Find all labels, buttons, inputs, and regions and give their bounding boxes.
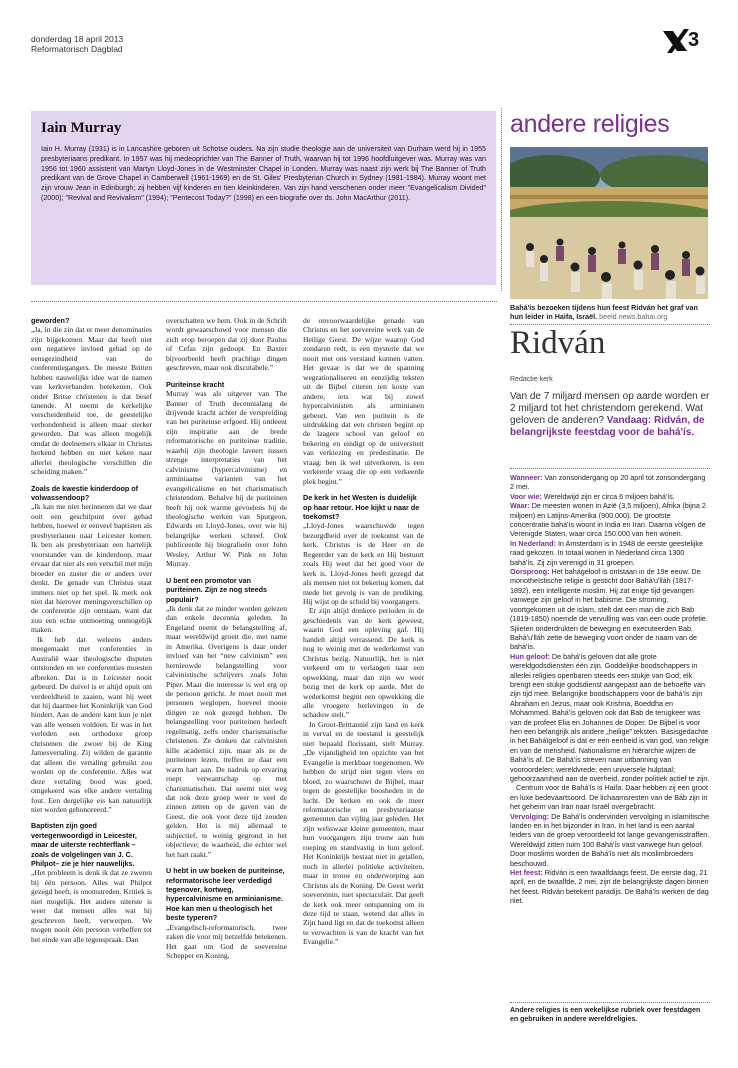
fact-key: Voor wie: (510, 491, 544, 501)
article-column-3 (303, 316, 424, 947)
publication-name: Reformatorisch Dagblad (31, 44, 123, 54)
facts-list (510, 473, 710, 906)
article-paragraph: In Groot-Brittannië zijn land en kerk in verval en de toestand is geestelijk niet bepaald florissant, stelt Murray. „De vijandigheid ten opzichte van het Evangelie is merkbaar toegenomen. We hebben de strijd niet tegen vlees en bloed, zo waarschuwt de Bijbel, maar tegen de geestelijke boosheden in de lucht. De kerken en ook de meer reformatorische en presbyteriaanse gemeenten dan vijftig jaar geleden. Het zijn weliswaar kleine gemeenten, maar hun voorgangers zijn trouw aan hun roeping en standvastig in hun geloof. Het Koninkrijk bestaat niet in getallen, noch in allerlei politieke activiteiten, maar in trouw en onderworping aan Christus als de Koning. De Geest werkt soevereinin, niet spectaculair. Dat geeft de kerk ook meer ontspanning om in deze tijd te staan, wetend dat alles in Zijn hand ligt en dat de toekomst alleen te verwachten is van de kracht van het Evangelie.” (303, 719, 424, 947)
fact-item (510, 492, 710, 501)
fact-key: Het feest: (510, 868, 545, 878)
bio-text: Iain H. Murray (1931) is in Lancashire geboren uit Schotse ouders. Na zijn studie theologie aan de universiteit van Durham werd hij in 1955 presbyteriaans predikant. In 1957 was hij medeoprichter van The Banner of Truth, waarvan hij tot 1996 hoofdluitgever was. Murray was van 1956 tot 1960 assistent van Martyn Lloyd-Jones in de Westminster Chapel in Londen. Murray was naast zijn werk bij The Banner of Truth predikant van de Grove Chapel in Camberwell (1961-1969) en de St. Giles' Presbyterian Church in Sydney (1981-1984). Murray woont met zijn vrouw Jean in Edinburgh; zij hebben vijf kinderen en tien kleinkinderen. Van zijn hand verschenen onder meer "Evangelicalism Divided" (2000); "Revival and Revivalism" (1994); "Pentecost Today?" (1998) en een biografie over ds. John MacArthur (2011). (41, 145, 486, 202)
interview-question: U hebt in uw boeken de puriteinse, reformatorische leer verdedigd tegenover, kortweg, hypercalvinisme en arminianisme. Hoe kan men u theologisch het beste typeren? (166, 866, 285, 923)
article-paragraph: „Ik kan me niet herinneren dat we daar ooit een geschilpunt over gehad hebben, hoewel er eenveel baptisten als presbyterianen naar Leicester komen. Ik ben als presbyteriaan een hartelijk voorstander van de kinderdoop, maar ervaar dat niet als een verschil met mijn broeder en zuster die er anders over denkt. De genade van Christus staat immers niet op het spel. Ik merk ook niet dat hierover meningsverschillen op de conferentie zijn ontstaan, want dat zou een echte ontmoeting onmogelijk maken. (31, 502, 152, 635)
fact-value: De bahá'ís geloven dat alle grote wereldgodsdiensten één zijn. Goddelijke boodschappers in allerlei religies openbaren steeds een stukje van God; elk brengt een stukje godsdienst aangepast aan de behoefte van zijn tijd mee. Belangrijke boodschappers voor de bahá'ís zijn Abraham en Jezus, maar ook Krishna, Boeddha en Mohammed. Bahá'ís geloven ook dat Bab de terugkeer was van de profeet Elia en Johannes de Doper. De Bijbel is voor hen een belangrijk als andere „heilige” teksten. Basisgedachte in het Baháïgeloof is dat er een eenheid is van god, van religie en van de mensheid. Nationalisme en hiërarchie wijzen de Bahá'ís af. De Bahá'ís streven naar uitbanning van vooroordelen; wereldvrede; een universele hulptaal; gehoorzaamheid aan de overheid, zonder politiek actief te zijn. (510, 651, 710, 783)
interview-question: Baptisten zijn goed vertegenwoordigd in Leicester, maar de uiterste rechterflank –zoals de volgelingen van J. C. Philpot– zie je hier nauwelijks. (31, 821, 137, 869)
facts-divider (510, 468, 710, 469)
fact-value: De Bahá'ís ondervinden vervolging in islamitische landen en in het bijzonder in Iran. In het land is een aantal leiders van de groep veroordeeld tot lange gevangenisstraffen. Wereldwijd zitten ruim 100 Bahá'ís vast vanwege hun geloof. Door moslims worden de Bahá'ís niet als moslimbroeders beschouwd. (510, 811, 710, 868)
article-paragraph: „Lloyd-Jones waarschuwde tegen bezorgdheid over de toekomst van de kerk. Christus is de Heer en de Regeerder van de kerk en Hij bestuurt zoals Hij weet dat het goed voor de kerk is. Lloyd-Jones heeft gezegd dat als mensen niet tot bekering komen, dat mede het gevolg is van de prediking. Hij wijst op de schuld bij voorgangers. (303, 521, 424, 606)
article-paragraph: Ik heb dat weleens anders meegemaakt met conferenties in Australië waar theologische disputen ontstonden en we conferenties moesten afbreken. Dat is in Leicester nooit gebeurd. De duivel is er altijd opuit om verdeeldheid te zaaien, want hij weet dat hij daarmee het Koninkrijk van God hindert. Aan de andere kant kun je niet van alle wensen voldoen. Er was in het verleden een orthodoxe groep christenen die zwoer bij de King Jamesvertaling. Zij wilden de garantie dat alleen die vertaling gebruikt zou worden op de conferentie. Alles wat deze vertaling bood was goed, omgekeerd was elke andere vertaling fout. Een dergelijke eis kan natuurlijk niet worden gehonoreerd.” (31, 634, 152, 814)
fact-value: Centrum voor de Bahá'ís is Haifa. Daar hebben zij een groot en luxe bedevaartsoord. De lichaamsresten van de Báb zijn in het geheim van Iran naar Israël overgebracht. (510, 783, 708, 812)
fact-item (510, 812, 710, 868)
newspaper-logo-icon (660, 28, 690, 54)
interview-question: Puriteinse kracht (166, 379, 225, 389)
fact-key: In Nederland: (510, 538, 558, 548)
fact-item (510, 473, 710, 492)
article-paragraph: Murray was als uitgever van The Banner of Truth decennialang de drijvende kracht achter de verspreiding van het puriteinse erfgoed. Hij ontleent zijn inspiratie aan de brede reformatorische en puriteinse traditie, waarbij zijn theologie laveert tussen strenge interpretaties van het calvinisme (hypercalvinisme) en arminiaanse varianten van het evangelicalisme en het charismatisch christendom. Behalve bij de puriteinen heeft hij ook warme gevoelens bij de theologische werken van Spurgeon, Edwards en Lloyd-Jones, over wie hij belangrijke werken schreef. Ook publiceerde hij biografieën over John Wesley, Arthur W. Pink en John Murray. (166, 389, 287, 569)
section-label: andere religies (510, 110, 670, 138)
footnote-divider (510, 1002, 710, 1003)
fact-value: De meesten wonen in Azië (3,5 miljoen), Afrika (bijna 2 miljoen) en Latijns-Amerika (900.000). De grootste concentratie bahá'ís woont in India en Iran. Daarna volgen de Verenigde Staten, waar circa 150.000 van hen wonen. (510, 501, 706, 539)
intro-text: Van de 7 miljard mensen op aarde worden er 2 miljard tot het christendom gerekend. Wat geloven de anderen? (510, 391, 710, 426)
article-paragraph: Er zijn altijd donkere perioden in de geschiedenis van de kerk geweest, waarin God een opleving gaf. Hij handelt altijd verrassend. De kerk is nog te weinig met de wederkomst van Christus bezig. Natuurlijk, het is niet verkeerd om te verlangen naar een opwekking, maar dan zijn we weer bezig met de kerk op aarde. Met de wederkomst begint een opwekking die alle vroegere herlevingen in de schaduw stelt.” (303, 606, 424, 720)
caption-text: Bahá'ís bezoeken tijdens hun feest Ridván het graf van hun leider in Haifa, Israël. (510, 303, 698, 322)
fact-key: Wanneer: (510, 473, 545, 482)
interview-question: geworden? (31, 316, 70, 325)
page-header-info (31, 34, 123, 54)
article-paragraph: „Ik denk dat ze minder worden gelezen dan enkele decennia geleden. In Engeland neemt de belangstelling af, maar wereldwijd groeit die, met name in Amerika. Overigens is daar onder invloed van het “new calvinism” een hernieuwde belangstelling voor calvinistische schrijvers zoals John Piper. Maar die interesse is wel erg op de persoon gericht. Je moet nooit met personen weglopen, hoeveel mooie dingen ze ook gezegd hebben. De belangstelling voor puriteinen herleeft regelmatig, zelfs onder charismatische christenen. Ze denken dat calvinisten kille academici zijn, maar als ze de puriteinen lezen, treffen ze daar een warm hart aan. De nadruk op ervaring roept verwantschap op met charismatischen. Dat neemt niet weg dat ook deze groep weer te veel de zinnen zetten op de gaven van de Geest, die ook voor deze tijd zouden gelden. Het is mij allemaal te subjectief, te weinig gegrond in het objectieve; de waarheid, die echter wel het hart raakt.” (166, 603, 287, 859)
fact-value: Het bahágeloof is ontstaan in de 19e eeuw. De monotheïstische religie is gesticht door Bahá'u'lláh (1817-1892), een intelligente moslim. Hij zat enige tijd gevangen vanwege zijn geloof in het babisme. Die stroming, voortgekomen uit de islam, stelt dat een man die zich Bab (1819-1850) noemde de vervulling was van een oude profetie. Sjiieten onderdrukten de beweging en executeerden Bab. Bahá'u'lláh zette de beweging voort onder de naam van de bahá'ís. (510, 567, 708, 652)
interview-question: De kerk in het Westen is duidelijk op haar retour. Hoe kijkt u naar de toekomst? (303, 493, 420, 521)
page-number: 3 (688, 29, 700, 51)
article-paragraph: de onvoorwaardelijke genade van Christus en het soevereine werk van de Heilige Geest. De wijze waarop God zondaren redt, is een mysterie dat we nooit met ons verstand kunnen vatten. Het gevaar is dat we de spanning wegrationaliseren en eenzijdig teksten uit de Bijbel citeren ten koste van andere, iets wat bij zowel hypercalvinisten als arminianen gebeurt. Van een puritein is de uitdrukking dat een christen begint op de laagere school van geloof en bekering en eindigt op de universiteit van verkiezing en predestinatie. De vraag: ben ik wel uitverkoren, is een verkeerde vraag die op een verkeerde plek begint.” (303, 316, 424, 486)
article-paragraph: „Het probleem is denk ik dat ze zweren bij één persoon. Alles wat Philpot gezegd heeft, is onomstreden. Kritiek is niet mogelijk. Het andere uiterste is weer dat mensen alles wat hij geschreven heeft, verwerpen. We mogen nooit één persoon verheffen tot het einde van alle tegenspraak. Dan (31, 868, 152, 944)
article-paragraph: „Evangelisch-reformatorisch, twee zaken die voor mij hetzelfde betekenen. Het gaat om God de soevereine Schepper en Koning, (166, 922, 287, 960)
fact-key: Waar: (510, 501, 532, 511)
photo-caption (510, 303, 710, 322)
article-column-2 (166, 316, 287, 960)
article-paragraph: overschatten we hem. Ook in de Schrift wordt gewaarschuwd voor mensen die zich erop beroepen dat zij door Paulus of Cefas zijn gedoopt. En Baxter bijvoorbeeld heeft prachtige dingen geschreven, maar ook discutabele.” (166, 316, 287, 373)
byline: Redactie kerk (510, 376, 553, 383)
sidebar-intro (510, 391, 710, 439)
fact-value: Wereldwijd zijn er circa 6 miljoen bahá'ís. (543, 491, 675, 501)
article-paragraph: „Ja, in die zin dat er meer denominaties zijn bijgekomen. Maar dat heeft niet een negatieve invloed gehad op de eensgezindheid van de conferentiegangers. De meeste Britten hebben nauwelijks idee wat de namen van kerkverbanden betekenen. Ook onder Britse christenen is dat besef tanende. Al neemt de kerkelijke verscheidenheid toe, de geestelijke verbondenheid is alleen maar sterker geworden. Dat was alleen mogelijk omdat de deelnemers elkaar in Christus herkend hebben en niet keken naar allerlei theologische verschillen die scheiding maken.” (31, 325, 152, 477)
issue-date: donderdag 18 april 2013 (31, 34, 124, 44)
fact-value: In Amsterdam is in 1948 de eerste geestelijke raad gekozen. In totaal wonen in Nederland circa 1300 bahá'ís. Zij zijn verenigd in 31 groepen. (510, 538, 703, 567)
fact-key: Oorsprong: (510, 567, 552, 577)
fact-item (510, 501, 710, 539)
fact-item (510, 567, 710, 652)
column-divider (501, 108, 502, 291)
bio-title: Iain Murray (41, 120, 122, 136)
fact-value: Ridván is een twaalfdaags feest. De eerste dag, 21 april, en de twaalfde, 2 mei, zijn de belangrijkste dagen binnen het feest. Ridván betekent paradijs. De Bahá'ís werken de dag niet. (510, 868, 709, 906)
fact-item (510, 868, 710, 906)
section-divider (31, 301, 497, 302)
bio-box (31, 111, 496, 285)
intro-highlight: Vandaag: Ridván, de belangrijkste feestdag voor de bahá'ís. (510, 414, 705, 438)
fact-key: Vervolging: (510, 811, 552, 821)
fact-value: Van zonsondergang op 20 april tot zonsondergang 2 mei. (510, 473, 706, 492)
fact-key: Hun geloof: (510, 651, 552, 661)
rubric-footnote: Andere religies is een wekelijkse rubriek over feestdagen en gebruiken in andere wereldreligies. (510, 1007, 701, 1024)
photo-credit: beeld news.bahai.org (599, 312, 668, 322)
bahai-garden-photo (510, 147, 708, 299)
sidebar-headline: Ridván (510, 325, 606, 361)
fact-item (510, 539, 710, 567)
interview-question: U bent een promotor van puriteinen. Zijn ze nog steeds populair? (166, 575, 268, 604)
fact-item (510, 783, 710, 811)
interview-question: Zoals de kwestie kinderdoop of volwassendoop? (31, 483, 139, 503)
fact-item (510, 652, 710, 784)
article-column-1 (31, 316, 152, 944)
